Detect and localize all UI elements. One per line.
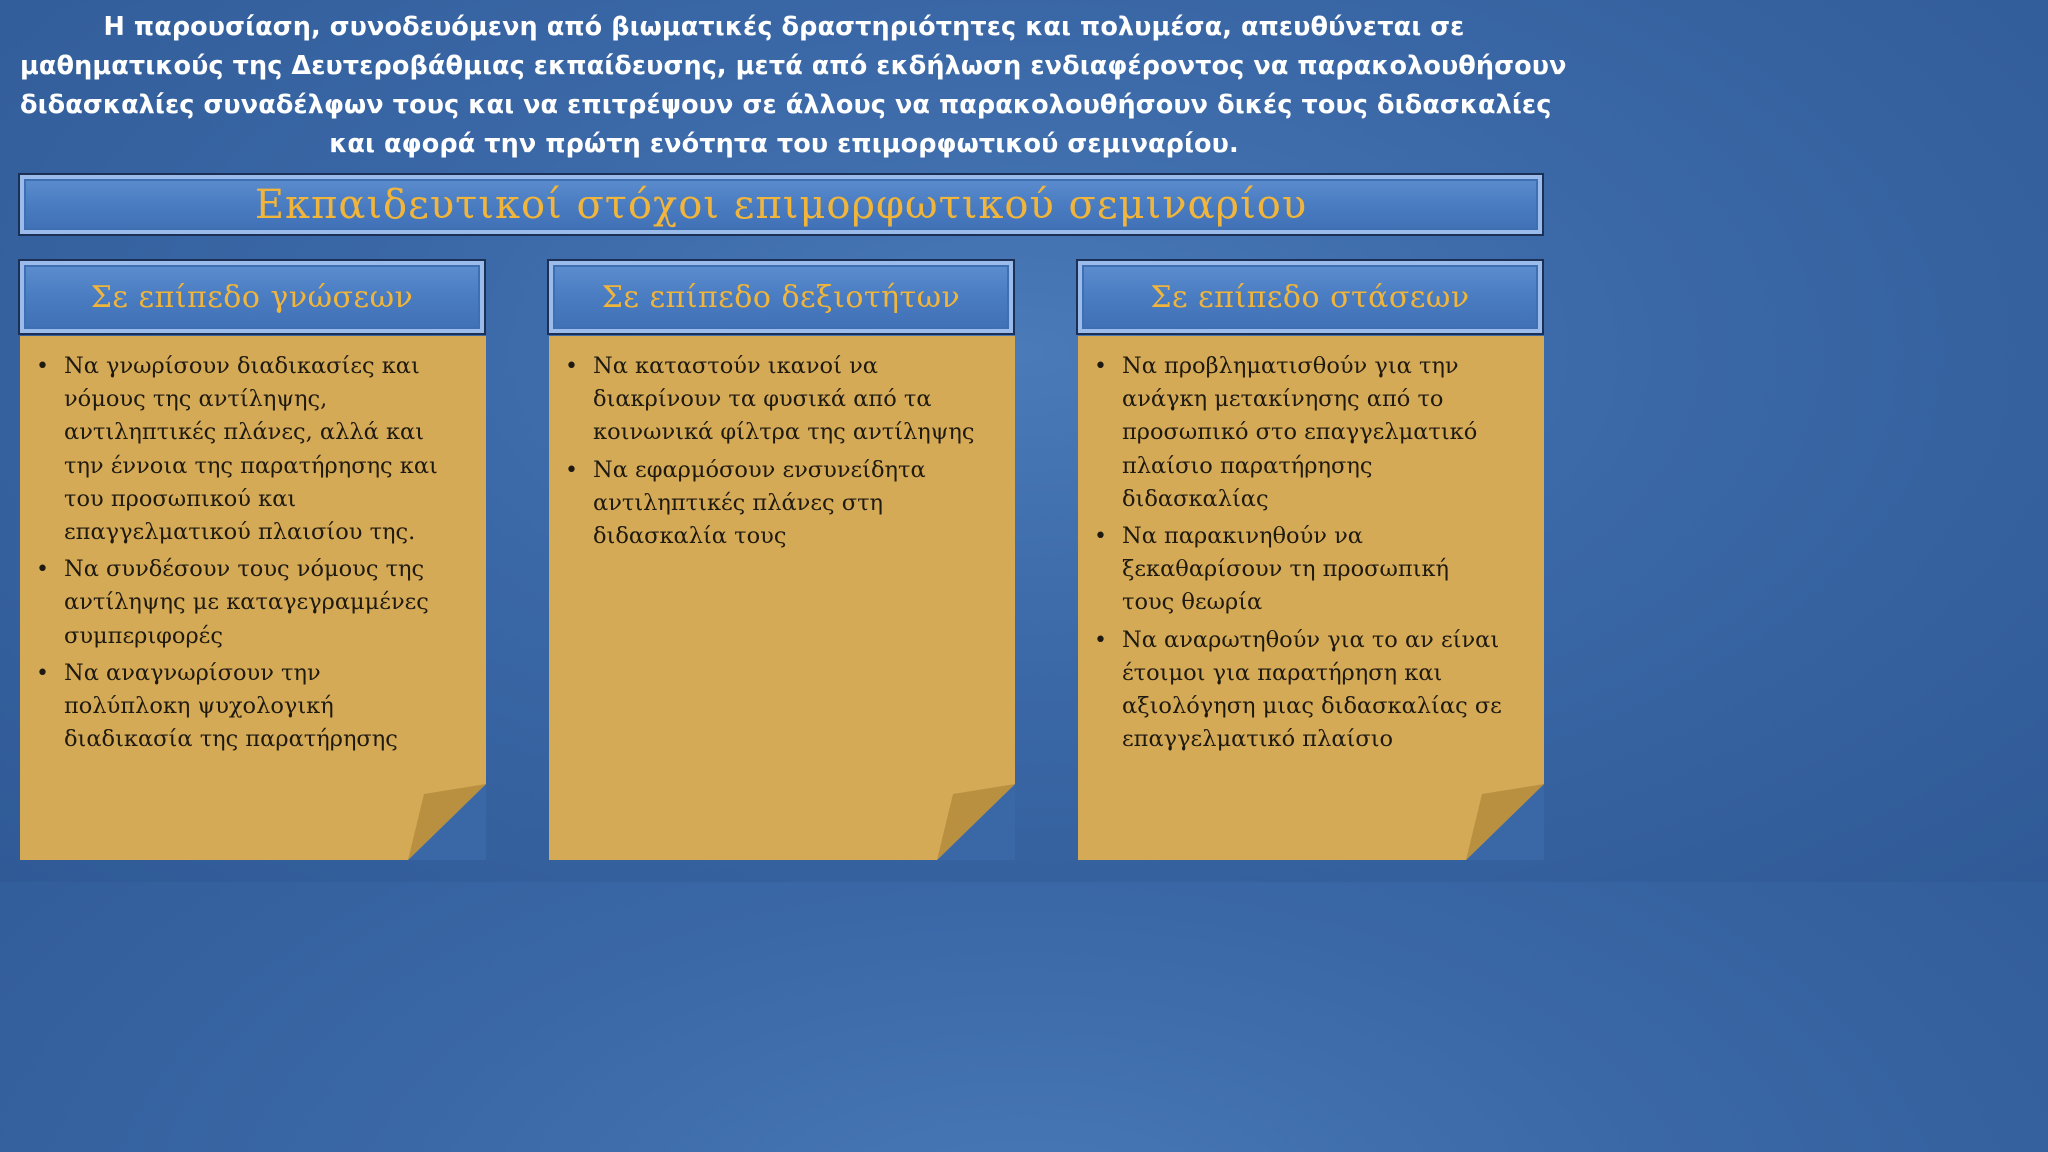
header-attitudes: Σε επίπεδο στάσεων [1076,259,1544,335]
list-item: • Να καταστούν ικανοί να διακρίνουν τα φυσικά από τα κοινωνικά φίλτρα της αντίληψης [593,350,989,450]
header-skills: Σε επίπεδο δεξιοτήτων [547,259,1015,335]
intro-line: μαθηματικούς της Δευτεροβάθμιας εκπαίδευσης, μετά από εκδήλωση ενδιαφέροντος να παρακολουθήσουν [20,51,1567,81]
list-item: • Να γνωρίσουν διαδικασίες και νόμους της αντίληψης, αντιληπτικές πλάνες, αλλά και την έννοια της παρατήρησης και του προσωπικού και επαγγελματικού πλαισίου της. [64,350,460,549]
objectives-banner [18,173,1544,236]
list-skills [549,350,989,557]
list-item: • Να παρακινηθούν να ξεκαθαρίσουν τη προσωπική τους θεωρία [1122,520,1518,620]
intro-line: και αφορά την πρώτη ενότητα του επιμορφωτικού σεμιναρίου. [329,129,1239,159]
list-knowledge [20,350,460,760]
banner-title: Εκπαιδευτικοί στόχοι επιμορφωτικού σεμιναρίου [254,181,1308,228]
intro-text [20,8,1567,164]
list-item: • Να προβληματισθούν για την ανάγκη μετακίνησης από το προσωπικό στο επαγγελματικό πλαίσιο παρατήρησης διδασκαλίας [1122,350,1518,516]
list-item: • Να αναρωτηθούν για το αν είναι έτοιμοι για παρατήρηση και αξιολόγηση μιας διδασκαλίας σε επαγγελματικό πλαίσιο [1122,624,1518,757]
intro-line: Η παρουσίαση, συνοδευόμενη από βιωματικές δραστηριότητες και πολυμέσα, απευθύνεται σε [103,12,1465,42]
intro-line: διδασκαλίες συναδέλφων τους και να επιτρέψουν σε άλλους να παρακολουθήσουν δικές τους διδασκαλίες [20,90,1552,120]
note-attitudes [1078,336,1544,860]
list-item: • Να συνδέσουν τους νόμους της αντίληψης με καταγεγραμμένες συμπεριφορές [64,553,460,653]
list-item: • Να αναγνωρίσουν την πολύπλοκη ψυχολογική διαδικασία της παρατήρησης [64,657,460,757]
list-attitudes [1078,350,1518,760]
note-skills [549,336,1015,860]
note-knowledge [20,336,486,860]
header-knowledge: Σε επίπεδο γνώσεων [18,259,486,335]
list-item: • Να εφαρμόσουν ενσυνείδητα αντιληπτικές πλάνες στη διδασκαλία τους [593,454,989,554]
